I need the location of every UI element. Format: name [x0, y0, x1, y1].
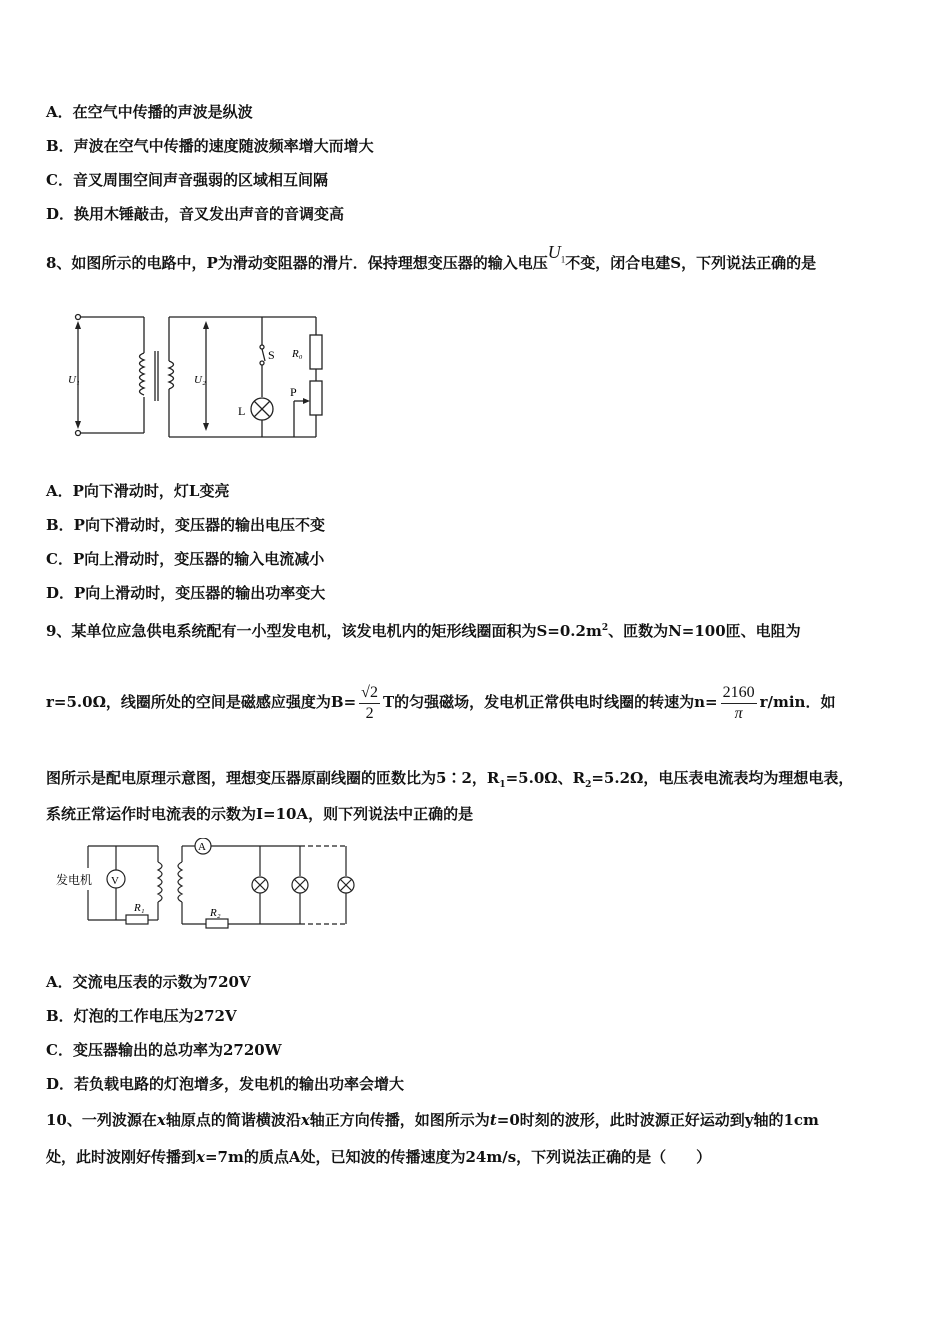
- q8-stem: [46, 242, 817, 280]
- q8-label-p: P: [290, 385, 297, 399]
- q9-label-r1: R₁: [134, 902, 145, 914]
- q9-label-ammeter: A: [198, 841, 206, 853]
- q8-label-l: L: [238, 404, 246, 418]
- q9-stem-line1: 9、某单位应急供电系统配有一小型发电机，该发电机内的矩形线圈面积为$S=0.2m^2$、匝数为N=100匝、电阻为: [46, 622, 801, 640]
- q7-option-d: D．换用木锤敲击，音叉发出声音的音调变高: [46, 205, 345, 223]
- q9-stem-line2: r=5.0Ω，线圈所处的空间是磁感应强度为B= $\frac{√2}{2}$ T的匀强磁场，发电机正常供电时线圈的转速为n= $\frac{2160}{\pi}$ r/min．如: [46, 683, 836, 722]
- q9-stem-line3: 图所示是配电原理示意图，理想变压器原副线圈的匝数比为5∶2，$R_1=5.0\Omega$、$R_2=5.2\Omega$，电压表电流表均为理想电表，: [46, 769, 854, 790]
- q8-option-a: A．P向下滑动时，灯L变亮: [46, 482, 230, 500]
- q9-circuit-diagram: [54, 838, 364, 930]
- q9-label-generator: 发电机: [56, 873, 93, 887]
- q8-stem-after: 不变，闭合电建S，下列说法正确的是: [565, 254, 817, 272]
- q9-option-d: D．若负载电路的灯泡增多，发电机的输出功率会增大: [46, 1075, 405, 1093]
- q7-option-a: A．在空气中传播的声波是纵波: [46, 103, 253, 121]
- q8-stem-before: 8、如图所示的电路中，P为滑动变阻器的滑片．保持理想变压器的输入电压: [46, 254, 548, 272]
- q8-label-u2: U₂: [194, 374, 206, 386]
- q7-option-b: B．声波在空气中传播的速度随波频率增大而增大: [46, 137, 374, 155]
- q10-stem-line2: 处，此时波刚好传播到x=7m的质点A处，已知波的传播速度为24m/s，下列说法正确的是（ ）: [46, 1148, 712, 1166]
- q10-stem-line1: 10、一列波源在x轴原点的简谐横波沿x轴正方向传播，如图所示为t=0时刻的波形，此时波源正好运动到y轴的1cm: [46, 1111, 819, 1129]
- q8-label-r0: R₀: [292, 348, 303, 360]
- q8-circuit-diagram: [66, 305, 336, 445]
- q8-voltage-symbol: $U_1$: [547, 242, 566, 265]
- q8-option-c: C．P向上滑动时，变压器的输入电流减小: [46, 550, 325, 568]
- q8-label-s: S: [268, 348, 275, 362]
- q8-label-u1: U₁: [68, 374, 80, 386]
- b-fraction: $\frac{√2}{2}$: [361, 683, 378, 722]
- n-fraction: $\frac{2160}{\pi}$: [722, 683, 755, 722]
- q8-option-d: D．P向上滑动时，变压器的输出功率变大: [46, 584, 326, 602]
- q9-option-a: A．交流电压表的示数为720V: [46, 973, 251, 991]
- q9-label-voltmeter: V: [111, 875, 119, 887]
- q9-option-c: C．变压器输出的总功率为2720W: [46, 1041, 282, 1059]
- q7-option-c: C．音叉周围空间声音强弱的区域相互间隔: [46, 171, 328, 189]
- q8-option-b: B．P向下滑动时，变压器的输出电压不变: [46, 516, 325, 534]
- q9-label-r2: R₂: [210, 907, 221, 919]
- q9-option-b: B．灯泡的工作电压为272V: [46, 1007, 237, 1025]
- q9-stem-line4: 系统正常运作时电流表的示数为I=10A，则下列说法中正确的是: [46, 805, 474, 823]
